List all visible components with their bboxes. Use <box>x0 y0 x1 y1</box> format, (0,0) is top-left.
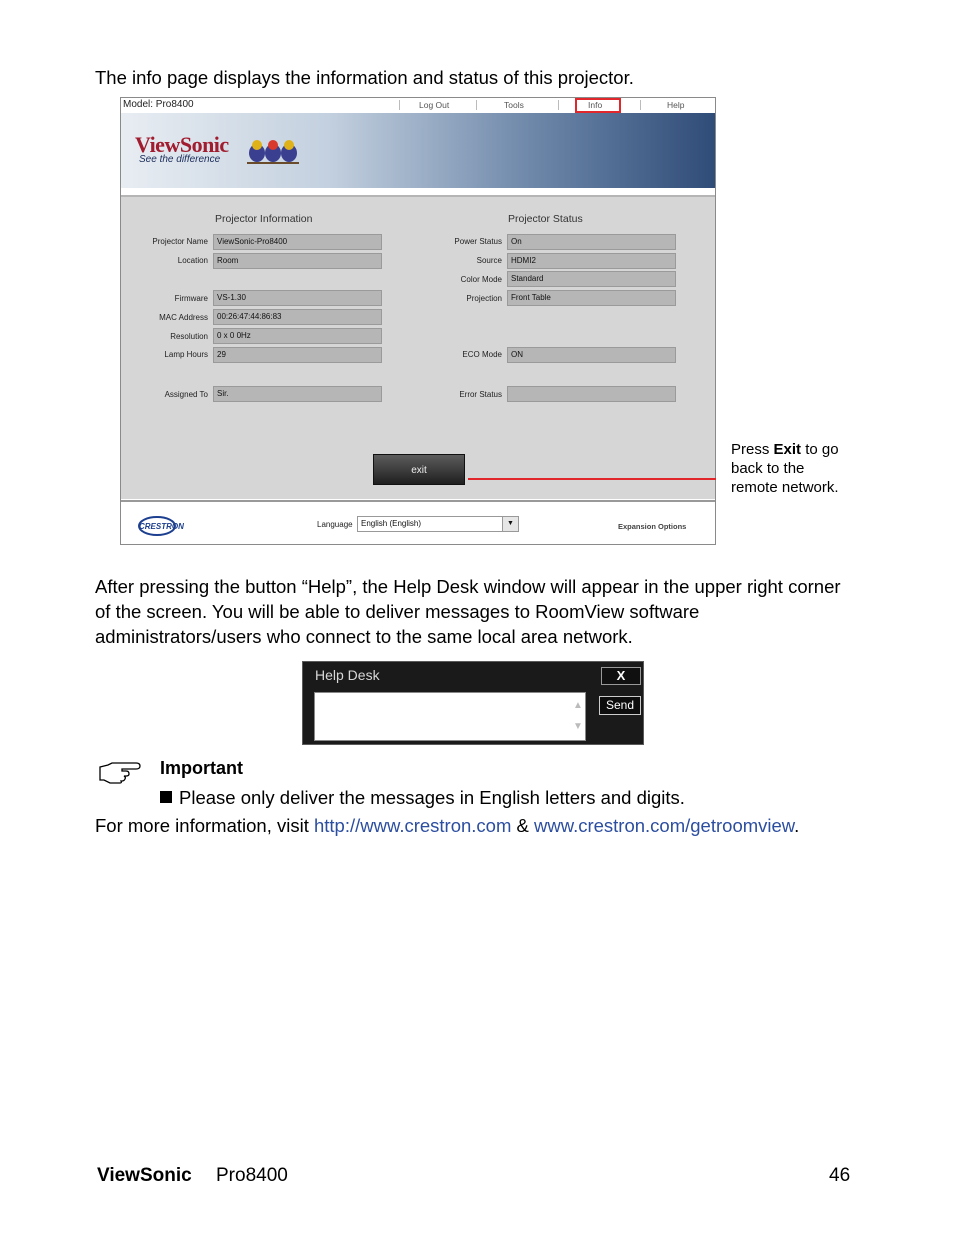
field-label: ECO Mode <box>462 350 502 359</box>
language-value: English (English) <box>361 519 422 528</box>
expansion-options-link[interactable]: Expansion Options <box>618 522 687 531</box>
crestron-logo-text: CRESTRON <box>139 522 184 531</box>
location-field: Room <box>213 253 382 269</box>
send-button[interactable]: Send <box>599 696 641 715</box>
field-label: Color Mode <box>460 275 502 284</box>
pointing-hand-icon <box>98 761 142 785</box>
resolution-field: 0 x 0 0Hz <box>213 328 382 344</box>
source-field: HDMI2 <box>507 253 676 269</box>
page-number: 46 <box>829 1165 851 1186</box>
footer-model: Pro8400 <box>216 1165 288 1186</box>
field-label: Projector Name <box>152 237 208 246</box>
color-mode-field: Standard <box>507 271 676 287</box>
field-label: Assigned To <box>164 390 208 399</box>
important-bullet-text: Please only deliver the messages in English letters and digits. <box>179 787 685 808</box>
field-label: Projection <box>466 294 502 303</box>
field-label: Firmware <box>174 294 208 303</box>
lamp-hours-field: 29 <box>213 347 382 363</box>
birds-logo-icon <box>247 135 299 165</box>
important-title: Important <box>160 758 243 778</box>
nav-separator <box>476 100 477 110</box>
language-select[interactable] <box>357 516 519 532</box>
info-body <box>121 195 715 499</box>
eco-mode-field: ON <box>507 347 676 363</box>
nav-tools[interactable]: Tools <box>504 100 524 110</box>
help-desk-paragraph: After pressing the button “Help”, the Help Desk window will appear in the upper right corner of the screen. You will be able to deliver messages to RoomView software administrators/users who connect to the same local area network. <box>95 576 841 647</box>
more-info-middle: & <box>511 815 535 836</box>
field-label: MAC Address <box>159 313 208 322</box>
nav-help[interactable]: Help <box>667 100 685 110</box>
more-info-prefix: For more information, visit <box>95 815 314 836</box>
help-desk-window <box>302 661 644 745</box>
intro-text: The info page displays the information and status of this projector. <box>95 67 634 88</box>
important-bullet <box>160 787 685 809</box>
callout-suffix: to go back to the remote network. <box>731 441 839 496</box>
callout-bold: Exit <box>773 441 802 458</box>
callout-prefix: Press <box>731 441 774 458</box>
top-bar <box>121 98 715 113</box>
exit-button[interactable]: exit <box>373 454 465 485</box>
nav-separator <box>399 100 400 110</box>
language-label: Language <box>317 520 353 529</box>
viewsonic-logo: ViewSonic <box>135 132 229 157</box>
exit-callout <box>731 440 846 497</box>
field-label: Lamp Hours <box>164 350 208 359</box>
nav-logout[interactable]: Log Out <box>419 100 450 110</box>
logo-tagline: See the difference <box>139 154 221 165</box>
footer-brand: ViewSonic <box>97 1165 192 1186</box>
projector-info-title: Projector Information <box>215 213 313 225</box>
projector-name-field: ViewSonic-Pro8400 <box>213 234 382 250</box>
scrollbar[interactable] <box>573 695 583 738</box>
field-label: Resolution <box>170 332 208 341</box>
assigned-to-field: Sir. <box>213 386 382 402</box>
field-label: Location <box>177 256 208 265</box>
more-info-suffix: . <box>794 815 800 836</box>
more-info-line <box>95 813 799 838</box>
dropdown-arrow-icon[interactable]: ▼ <box>502 517 518 531</box>
bullet-square-icon <box>160 791 172 803</box>
getroomview-link[interactable]: www.crestron.com/getroomview <box>534 815 795 836</box>
close-button[interactable]: X <box>601 667 641 685</box>
crestron-link[interactable]: http://www.crestron.com <box>313 815 512 836</box>
nav-separator <box>640 100 641 110</box>
scroll-down-icon[interactable]: ▼ <box>573 721 583 732</box>
model-label: Model: Pro8400 <box>123 99 194 110</box>
field-label: Error Status <box>459 390 502 399</box>
screenshot-footer <box>121 500 715 545</box>
power-status-field: On <box>507 234 676 250</box>
nav-info[interactable]: Info <box>588 100 603 110</box>
scroll-up-icon[interactable]: ▲ <box>573 700 583 711</box>
field-label: Source <box>476 256 502 265</box>
info-highlight-box <box>575 98 621 113</box>
callout-line <box>468 478 716 480</box>
projector-status-title: Projector Status <box>508 213 583 225</box>
mac-address-field: 00:26:47:44:86:83 <box>213 309 382 325</box>
projection-field: Front Table <box>507 290 676 306</box>
firmware-field: VS-1.30 <box>213 290 382 306</box>
crestron-logo-icon <box>137 515 199 537</box>
message-input[interactable] <box>314 692 586 741</box>
help-desk-title: Help Desk <box>315 667 380 683</box>
error-status-field <box>507 386 676 402</box>
field-label: Power Status <box>454 237 502 246</box>
nav-separator <box>558 100 559 110</box>
banner <box>121 113 715 188</box>
